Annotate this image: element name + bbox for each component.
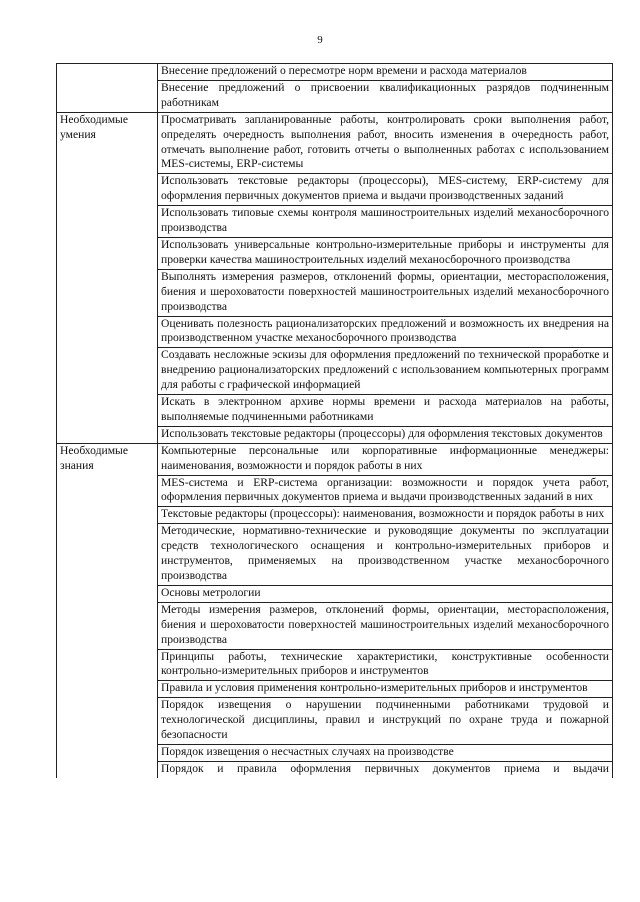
table-row <box>57 524 613 586</box>
table-row <box>57 585 613 602</box>
requirement-text: Искать в электронном архиве нормы времени и расхода материалов на работы, выполняемые подчиненными работниками <box>158 395 613 427</box>
category-cell <box>57 206 158 238</box>
page-number: 9 <box>317 34 323 46</box>
requirement-text: Использовать текстовые редакторы (процессоры) для оформления текстовых документов <box>158 426 613 443</box>
table-row <box>57 206 613 238</box>
category-cell <box>57 761 158 777</box>
category-cell <box>57 698 158 745</box>
category-cell <box>57 744 158 761</box>
requirement-text: Внесение предложений о пересмотре норм времени и расхода материалов <box>158 64 613 81</box>
category-cell <box>57 524 158 586</box>
requirement-text: Порядок извещения о несчастных случаях на производстве <box>158 744 613 761</box>
category-cell <box>57 649 158 681</box>
requirement-text: Оценивать полезность рационализаторских предложений и возможность их внедрения на производственном участке механосборочного производства <box>158 316 613 348</box>
requirement-text: Основы метрологии <box>158 585 613 602</box>
table-row <box>57 475 613 507</box>
table-row <box>57 112 613 174</box>
table-row <box>57 237 613 269</box>
requirement-text: Просматривать запланированные работы, контролировать сроки выполнения работ, определять очередность выполнения работ, вносить изменения в очередность работ, отмечать выполнение работ, готовить отчеты о выполненных работах с использованием MES-системы, ERP-системы <box>158 112 613 174</box>
category-cell <box>57 316 158 348</box>
requirement-text: Создавать несложные эскизы для оформления предложений по технической проработке и внедрению рационализаторских предложений с использованием компьютерных программ для работы с графической информацией <box>158 348 613 395</box>
category-label <box>57 64 158 81</box>
requirement-text: Порядок и правила оформления первичных документов приема и выдачи <box>158 761 613 777</box>
requirement-text: Методы измерения размеров, отклонений формы, ориентации, месторасположения, биения и шероховатости поверхностей машиностроительных изделий механосборочного производства <box>158 602 613 649</box>
table-row <box>57 64 613 81</box>
category-cell <box>57 475 158 507</box>
category-cell <box>57 395 158 427</box>
category-cell <box>57 681 158 698</box>
table-row <box>57 443 613 475</box>
category-cell <box>57 426 158 443</box>
table-row <box>57 681 613 698</box>
table-row <box>57 602 613 649</box>
requirement-text: Правила и условия применения контрольно-измерительных приборов и инструментов <box>158 681 613 698</box>
requirement-text: Использовать типовые схемы контроля машиностроительных изделий механосборочного производства <box>158 206 613 238</box>
requirement-text: Использовать текстовые редакторы (процессоры), MES-систему, ERP-систему для оформления первичных документов приема и выдачи производственных заданий <box>158 174 613 206</box>
category-label: Необходимые умения <box>57 112 158 174</box>
table-row <box>57 174 613 206</box>
requirement-text: Выполнять измерения размеров, отклонений формы, ориентации, месторасположения, биения и шероховатости поверхностей машиностроительных изделий механосборочного производства <box>158 269 613 316</box>
requirement-text: Принципы работы, технические характеристики, конструктивные особенности контрольно-измерительных приборов и инструментов <box>158 649 613 681</box>
requirement-text: Внесение предложений о присвоении квалификационных разрядов подчиненным работникам <box>158 80 613 112</box>
category-cell <box>57 174 158 206</box>
table-row <box>57 426 613 443</box>
table-row <box>57 744 613 761</box>
category-cell <box>57 269 158 316</box>
requirement-text: Компьютерные персональные или корпоративные информационные менеджеры: наименования, возможности и порядок работы в них <box>158 443 613 475</box>
requirement-text: MES-система и ERP-система организации: возможности и порядок учета работ, оформления первичных документов приема и выдачи производственных заданий в них <box>158 475 613 507</box>
table-row <box>57 395 613 427</box>
category-cell <box>57 80 158 112</box>
table-row <box>57 507 613 524</box>
table-row <box>57 761 613 777</box>
table-row <box>57 80 613 112</box>
table-row <box>57 698 613 745</box>
requirement-text: Текстовые редакторы (процессоры): наименования, возможности и порядок работы в них <box>158 507 613 524</box>
category-cell <box>57 507 158 524</box>
category-cell <box>57 237 158 269</box>
table-row <box>57 649 613 681</box>
competency-table <box>56 63 613 778</box>
table-row <box>57 269 613 316</box>
requirement-text: Методические, нормативно-технические и руководящие документы по эксплуатации средств технологического оснащения и контрольно-измерительных приборов и инструментов, применяемых на производственном участке механосборочного производства <box>158 524 613 586</box>
table-row <box>57 348 613 395</box>
category-cell <box>57 585 158 602</box>
category-label: Необходимые знания <box>57 443 158 475</box>
requirement-text: Использовать универсальные контрольно-измерительные приборы и инструменты для проверки качества машиностроительных изделий механосборочного производства <box>158 237 613 269</box>
category-cell <box>57 348 158 395</box>
table-row <box>57 316 613 348</box>
requirement-text: Порядок извещения о нарушении подчиненными работниками трудовой и технологической дисциплины, правил и инструкций по охране труда и пожарной безопасности <box>158 698 613 745</box>
category-cell <box>57 602 158 649</box>
